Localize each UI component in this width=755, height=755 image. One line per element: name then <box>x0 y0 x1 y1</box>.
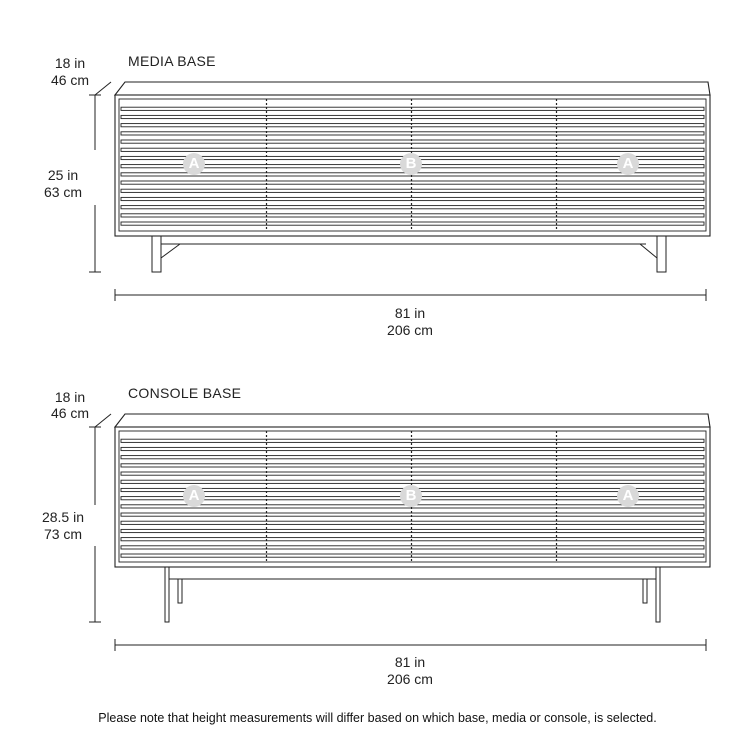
console-door-b-label: B <box>400 485 422 507</box>
console-base-legs <box>165 567 660 622</box>
media-depth-in: 18 in <box>54 55 86 71</box>
console-door-a-left-label: A <box>183 485 205 507</box>
slat <box>121 115 704 118</box>
console-height-cm: 73 cm <box>43 526 83 542</box>
media-depth-cm: 46 cm <box>50 72 90 88</box>
console-width-cm: 206 cm <box>387 671 433 687</box>
slat <box>121 439 704 442</box>
console-height-in: 28.5 in <box>41 509 85 525</box>
slat <box>121 513 704 516</box>
media-base-legs <box>152 236 666 272</box>
slat <box>121 529 704 532</box>
media-door-b-label: B <box>400 153 422 175</box>
media-height-in: 25 in <box>47 167 79 183</box>
slat <box>121 197 704 200</box>
slat <box>121 132 704 135</box>
slat <box>121 206 704 209</box>
console-door-a-right-label: A <box>617 485 639 507</box>
slat <box>121 124 704 127</box>
slat <box>121 222 704 225</box>
slat <box>121 456 704 459</box>
media-width-cm: 206 cm <box>387 322 433 338</box>
slat <box>121 464 704 467</box>
console-width-dimension <box>115 639 706 651</box>
media-base-title: MEDIA BASE <box>128 53 216 69</box>
console-base-title: CONSOLE BASE <box>128 385 242 401</box>
slat <box>121 480 704 483</box>
console-depth-in: 18 in <box>54 389 86 405</box>
slat <box>121 181 704 184</box>
slat <box>121 472 704 475</box>
media-width-dimension <box>115 289 706 301</box>
height-note: Please note that height measurements will differ based on which base, media or console, is selected. <box>98 711 657 725</box>
slat <box>121 554 704 557</box>
slat <box>121 189 704 192</box>
media-height-cm: 63 cm <box>43 184 83 200</box>
slat <box>121 107 704 110</box>
media-width-in: 81 in <box>394 305 426 321</box>
media-door-a-right-label: A <box>617 153 639 175</box>
slat <box>121 447 704 450</box>
slat <box>121 538 704 541</box>
slat <box>121 140 704 143</box>
slat <box>121 521 704 524</box>
slat <box>121 546 704 549</box>
slat <box>121 148 704 151</box>
media-door-a-left-label: A <box>183 153 205 175</box>
slat <box>121 214 704 217</box>
console-width-in: 81 in <box>394 654 426 670</box>
console-depth-cm: 46 cm <box>50 405 90 421</box>
